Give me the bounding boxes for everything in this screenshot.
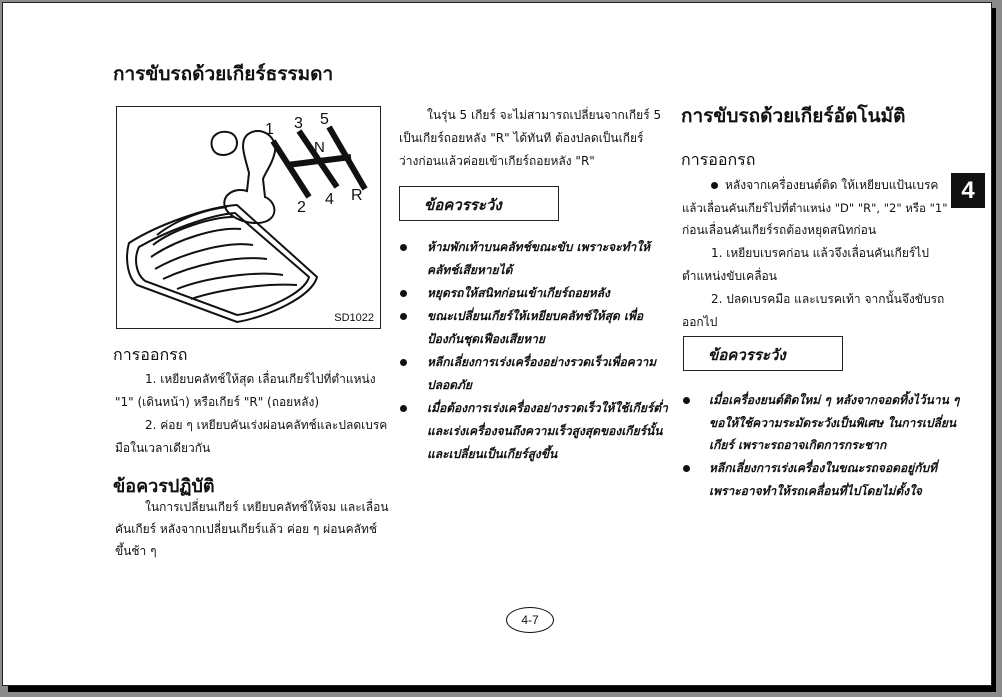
gear-label-3: 3 [294, 115, 303, 132]
gear-shift-illustration [117, 107, 379, 327]
caution-item-line: ขณะเปลี่ยนเกียร์ให้เหยียบคลัทช์ให้สุด เพื่อ [427, 309, 644, 323]
automatic-transmission-title: การขับรถด้วยเกียร์อัตโนมัติ [681, 105, 906, 127]
start-heading: การออกรถ [113, 345, 188, 364]
caution-item-line: และเร่งเครื่องจนถึงความเร็วสูงสุดของเกียร์นั้น [427, 424, 663, 438]
bullet-icon [400, 359, 407, 366]
caution-item-line: หลีกเลี่ยงการเร่งเครื่องอย่างรวดเร็วเพื่อความ [427, 355, 657, 369]
gear-label-4: 4 [325, 191, 334, 208]
text-line: เป็นเกียร์ถอยหลัง "R" ได้ทันที ต้องปลดเป็นเกียร์ [399, 131, 644, 145]
caution-box [399, 186, 559, 221]
caution-item-line: ป้องกันชุดเฟืองเสียหาย [427, 332, 545, 346]
caution-item-line: ปลอดภัย [427, 378, 472, 392]
figure-code: SD1022 [334, 312, 374, 324]
caution-label: ข้อควรระวัง [424, 196, 502, 214]
text-line: 1. เหยียบคลัทช์ให้สุด เลื่อนเกียร์ไปที่ตำแหน่ง [145, 372, 376, 386]
bullet-icon [683, 465, 690, 472]
caution-item-line: หยุดรถให้สนิทก่อนเข้าเกียร์ถอยหลัง [427, 286, 610, 300]
caution-item-line: ห้ามพักเท้าบนคลัทช์ขณะขับ เพราะจะทำให้ [427, 240, 651, 254]
gear-label-2: 2 [297, 199, 306, 216]
bullet-icon [400, 313, 407, 320]
caution-item-line: คลัทช์เสียหายได้ [427, 263, 513, 277]
text-line: ออกไป [682, 315, 718, 329]
bullet-icon [400, 405, 407, 412]
manual-transmission-title: การขับรถด้วยเกียร์ธรรมดา [113, 63, 334, 85]
text-line: ก่อนเลื่อนคันเกียร์รถต้องหยุดสนิทก่อน [682, 223, 877, 237]
caution-item-line: เมื่อต้องการเร่งเครื่องอย่างรวดเร็วให้ใช้เกียร์ต่ำ [427, 401, 668, 415]
caution-item-line: และเปลี่ยนเป็นเกียร์สูงขึ้น [427, 447, 558, 461]
practice-heading: ข้อควรปฏิบัติ [113, 476, 215, 497]
bullet-icon [400, 290, 407, 297]
text-line: "1" (เดินหน้า) หรือเกียร์ "R" (ถอยหลัง) [115, 395, 320, 409]
text-line: มือในเวลาเดียวกัน [115, 441, 211, 455]
gear-label-5: 5 [320, 111, 329, 128]
caution-item-line: ขอให้ใช้ความระมัดระวังเป็นพิเศษ ในการเปลี่ยน [709, 416, 957, 430]
manual-page [2, 2, 992, 686]
start-heading-auto: การออกรถ [681, 150, 756, 169]
text-line: 1. เหยียบเบรคก่อน แล้วจึงเลื่อนคันเกียร์ไป [711, 246, 929, 260]
text-line: ในการเปลี่ยนเกียร์ เหยียบคลัทช์ให้จม และเลื่อน [145, 500, 389, 514]
chapter-tab: 4 [951, 173, 985, 208]
gear-label-r: R [351, 187, 363, 204]
text-line: ตำแหน่งขับเคลื่อน [682, 269, 777, 283]
bullet-icon [683, 397, 690, 404]
text-line: ว่างก่อนแล้วค่อยเข้าเกียร์ถอยหลัง "R" [399, 154, 595, 168]
caution-label-auto: ข้อควรระวัง [708, 346, 786, 364]
gear-label-1: 1 [265, 121, 274, 138]
text-line: ขึ้นช้า ๆ [115, 544, 157, 558]
bullet-icon [711, 182, 718, 189]
text-line: 2. ค่อย ๆ เหยียบคันเร่งผ่อนคลัทช์และปลดเบรค [145, 418, 388, 432]
caution-item-line: เพราะอาจทำให้รถเคลื่อนที่ไปโดยไม่ตั้งใจ [709, 484, 922, 498]
gear-label-n: N [314, 139, 325, 156]
text-line: หลังจากเครื่องยนต์ติด ให้เหยียบแป้นเบรค [725, 178, 939, 192]
caution-item-line: หลีกเลี่ยงการเร่งเครื่องในขณะรถจอดอยู่กับที่ [709, 461, 937, 475]
caution-box-auto [683, 336, 843, 371]
caution-item-line: เมื่อเครื่องยนต์ติดใหม่ ๆ หลังจากจอดทิ้งไว้นาน ๆ [709, 393, 960, 407]
caution-item-line: เกียร์ เพราะรถอาจเกิดการกระชาก [709, 438, 887, 452]
bullet-icon [400, 244, 407, 251]
text-line: แล้วเลื่อนคันเกียร์ไปที่ตำแหน่ง "D" "R", "2" หรือ "1" [682, 201, 948, 215]
text-line: คันเกียร์ หลังจากเปลี่ยนเกียร์แล้ว ค่อย ๆ ผ่อนคลัทช์ [115, 522, 378, 536]
text-line: 2. ปลดเบรคมือ และเบรคเท้า จากนั้นจึงขับรถ [711, 292, 945, 306]
gear-shift-figure [116, 106, 381, 329]
page-number: 4-7 [506, 607, 554, 633]
text-line: ในรุ่น 5 เกียร์ จะไม่สามารถเปลี่ยนจากเกียร์ 5 [427, 108, 662, 122]
